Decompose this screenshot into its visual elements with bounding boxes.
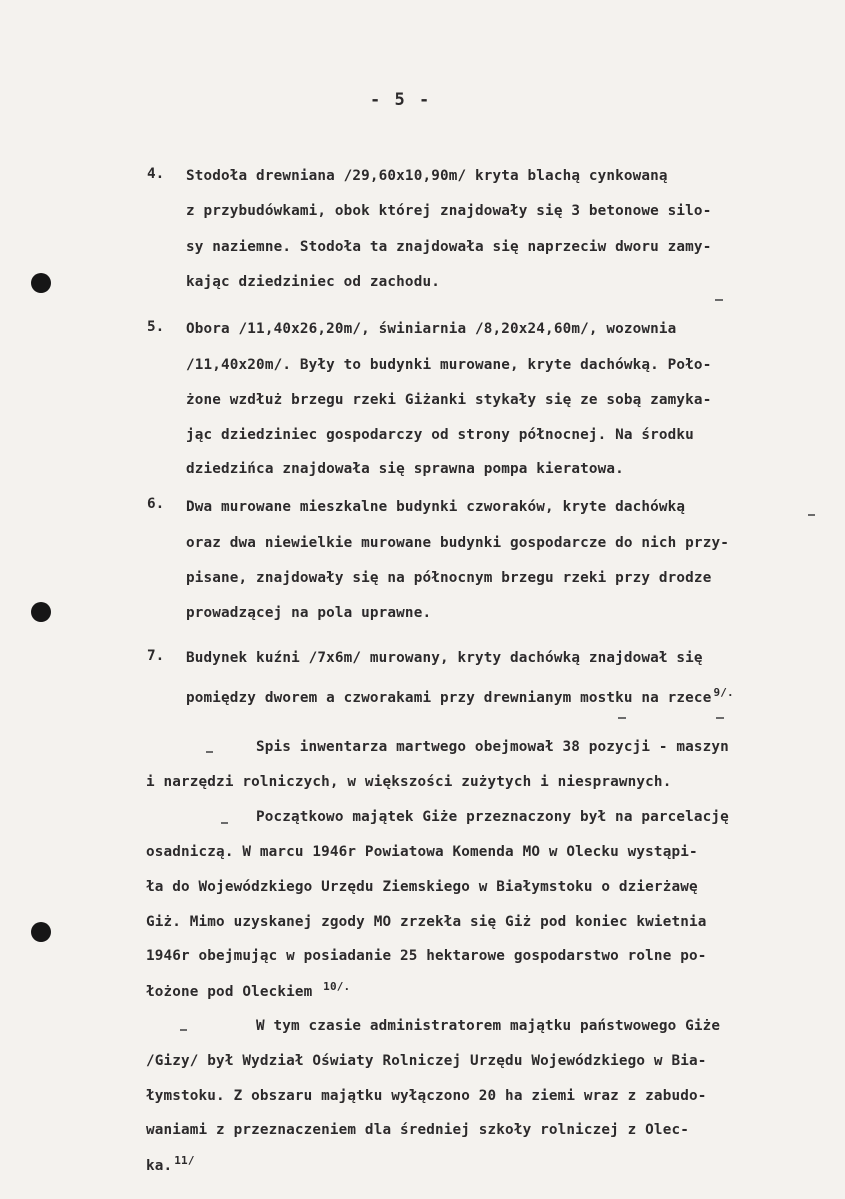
item-4-number: 4. [147, 166, 165, 182]
item-4-line-1: Stodoła drewniana /29,60x10,90m/ kryta blachą cynkowaną [186, 168, 668, 184]
margin-tick [221, 822, 228, 824]
footnote-ref-10: 10/. [323, 980, 351, 993]
margin-tick [618, 717, 626, 719]
item-7-line-2-text: pomiędzy dworem a czworakami przy drewnianym mostku na rzece [186, 690, 712, 706]
paragraph-3-line-1: W tym czasie administratorem majątku państwowego Giże [256, 1018, 721, 1034]
item-6-line-2: oraz dwa niewielkie murowane budynki gospodarcze do nich przy- [186, 535, 729, 551]
margin-tick [808, 514, 815, 516]
paragraph-3-line-5-text: ka. [146, 1158, 173, 1174]
paragraph-3-line-2: /Gizy/ był Wydział Oświaty Rolniczej Urzędu Wojewódzkiego w Bia- [146, 1053, 707, 1069]
paragraph-3-line-4: waniami z przeznaczeniem dla średniej szkoły rolniczej z Olec- [146, 1122, 689, 1138]
paragraph-2-line-6-text: łożone pod Oleckiem [146, 984, 313, 1000]
item-7-line-2 [186, 683, 734, 708]
item-5-number: 5. [147, 319, 165, 335]
paragraph-2-line-2: osadniczą. W marcu 1946r Powiatowa Komenda MO w Olecku wystąpi- [146, 844, 698, 860]
footnote-ref-11: 11/ [174, 1154, 195, 1167]
margin-tick [715, 299, 723, 301]
item-5-line-5: dziedzińca znajdowała się sprawna pompa kieratowa. [186, 461, 624, 477]
item-6-line-4: prowadzącej na pola uprawne. [186, 605, 432, 621]
item-7-line-1: Budynek kuźni /7x6m/ murowany, kryty dachówką znajdował się [186, 650, 703, 666]
paragraph-1-line-2: i narzędzi rolniczych, w większości zużytych i niesprawnych. [146, 774, 672, 790]
paragraph-2-line-5: 1946r obejmując w posiadanie 25 hektarowe gospodarstwo rolne po- [146, 948, 707, 964]
item-4-line-3: sy naziemne. Stodoła ta znajdowała się naprzeciw dworu zamy- [186, 239, 712, 255]
margin-tick [716, 717, 724, 719]
item-5-line-3: żone wzdłuż brzegu rzeki Giżanki stykały się ze sobą zamyka- [186, 392, 712, 408]
item-7-number: 7. [147, 648, 165, 664]
item-5-line-1: Obora /11,40x26,20m/, świniarnia /8,20x24,60m/, wozownia [186, 321, 677, 337]
item-5-line-2: /11,40x20m/. Były to budynki murowane, kryte dachówką. Poło- [186, 357, 712, 373]
footnote-ref-9: 9/. [713, 686, 734, 699]
item-6-number: 6. [147, 496, 165, 512]
margin-tick [206, 751, 213, 753]
margin-tick [180, 1029, 187, 1031]
punch-hole-top [31, 273, 51, 293]
item-4-line-4: kając dziedziniec od zachodu. [186, 274, 440, 290]
page-number: - 5 - [370, 90, 432, 110]
item-6-line-1: Dwa murowane mieszkalne budynki czworaków, kryte dachówką [186, 499, 686, 515]
paragraph-2-line-4: Giż. Mimo uzyskanej zgody MO zrzekła się Giż pod koniec kwietnia [146, 914, 707, 930]
paragraph-2-line-6 [146, 977, 350, 1002]
punch-hole-middle [31, 602, 51, 622]
item-4-line-2: z przybudówkami, obok której znajdowały się 3 betonowe silo- [186, 203, 712, 219]
item-6-line-3: pisane, znajdowały się na północnym brzegu rzeki przy drodze [186, 570, 712, 586]
paragraph-1-line-1: Spis inwentarza martwego obejmował 38 pozycji - maszyn [256, 739, 729, 755]
paragraph-3-line-5 [146, 1151, 195, 1176]
paragraph-2-line-3: ła do Wojewódzkiego Urzędu Ziemskiego w Białymstoku o dzierżawę [146, 879, 698, 895]
punch-hole-bottom [31, 922, 51, 942]
paragraph-2-line-1: Początkowo majątek Giże przeznaczony był na parcelację [256, 809, 729, 825]
item-5-line-4: jąc dziedziniec gospodarczy od strony północnej. Na środku [186, 427, 694, 443]
paragraph-3-line-3: łymstoku. Z obszaru majątku wyłączono 20 ha ziemi wraz z zabudo- [146, 1088, 707, 1104]
